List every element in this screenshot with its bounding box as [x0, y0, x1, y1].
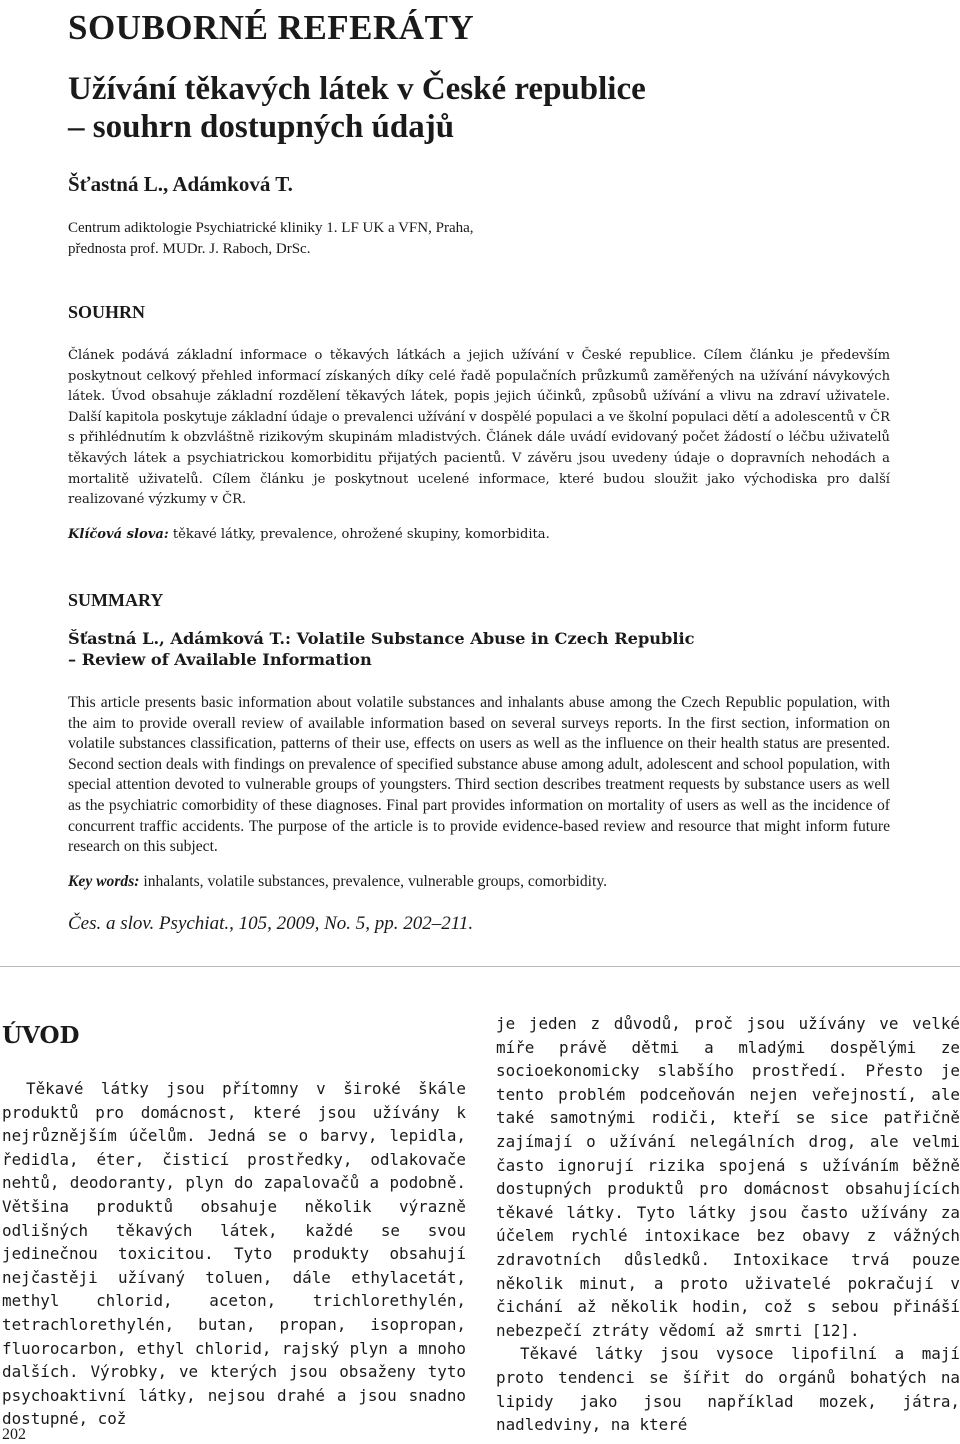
- body-paragraph: Těkavé látky jsou vysoce lipofilní a mají proto tendenci se šířit do orgánů bohatých na lipidy jako jsou například mozek, játra, nadledviny, na které: [496, 1344, 960, 1435]
- body-paragraph: je jeden z důvodů, proč jsou užívány ve velké míře právě dětmi a mladými dospělými ze socioekonomicky slabšího prostředí. Přesto je tento problém podceňován nejen veřejností, ale také samotnými rodiči, kteří se sice patřičně zajímají o užívání nelegálních drog, ale velmi často ignorují rizika spojená s užíváním běžně dostupných produktů pro domácnost obsahujících těkavé látky. Tyto látky jsou často užívány za účelem rychlé intoxikace bez obavy z vážných zdravotních důsledků. Intoxikace trvá pouze několik minut, a proto uživatelé pokračují v čichání až několik hodin, což s sebou přináší nebezpečí ztráty vědomí až smrti [12].: [496, 1014, 960, 1340]
- body-paragraph: Těkavé látky jsou přítomny v široké škále produktů pro domácnost, které jsou užívány k nejrůznějším účelům. Jedná se o barvy, lepidla, ředidla, éter, čisticí prostředky, odlakovače nehtů, deodoranty, plyn do zapalovačů a podobně. Většina produktů obsahuje několik výrazně odlišných těkavých látek, každé se svou jedinečnou toxicitou. Tyto produkty obsahují nejčastěji užívaný toluen, dále ethylacetát, methyl chlorid, aceton, trichlorethylén, tetrachlorethylén, butan, propan, isopropan, fluorocarbon, ethyl chlorid, rajský plyn a mnoho dalších. Výrobky, ve kterých jsou obsaženy tyto psychoaktivní látky, nejsou drahé a jsou snadno dostupné, což: [2, 1079, 466, 1429]
- summary-title-line-2: – Review of Available Information: [68, 650, 372, 669]
- summary-title-line-1: Šťastná L., Adámková T.: Volatile Substance Abuse in Czech Republic: [68, 629, 695, 648]
- souhrn-keywords: [68, 527, 890, 542]
- journal-citation: Čes. a slov. Psychiat., 105, 2009, No. 5, pp. 202–211.: [68, 913, 474, 934]
- souhrn-keywords-text: těkavé látky, prevalence, ohrožené skupiny, komorbidita.: [172, 527, 550, 542]
- souhrn-abstract: Článek podává základní informace o těkavých látkách a jejich užívání v České republice. Cílem článku je především poskytnout celkový přehled informací získaných díky celé řadě populačních průzkumů zaměřených na užívání návykových látek. Úvod obsahuje základní rozdělení těkavých látek, popis jejich účinků, způsobů užívání a vlivu na zdraví uživatele. Další kapitola poskytuje základní údaje o prevalenci užívání v dospělé populaci a ve školní populaci dětí a adolescentů v ČR s přihlédnutím k obzvláštně rizikovým skupinám mladistvých. Článek dále uvádí evidovaný počet žádostí o léčbu uživatelů těkavých látek a psychiatrickou komorbiditu přijatých pacientů. V závěru jsou uvedeny údaje o dopravních nehodách a mortalitě uživatelů. Cílem článku je poskytnout ucelené informace, které budou sloužit jako východiska pro další realizované výzkumy v ČR.: [68, 348, 890, 508]
- article-title-line-2: – souhrn dostupných údajů: [68, 109, 455, 145]
- page-number: 202: [2, 1426, 26, 1443]
- affiliation: [68, 218, 888, 260]
- summary-keywords: [68, 873, 890, 891]
- article-title: [68, 70, 928, 146]
- authors: Šťastná L., Adámková T.: [68, 172, 293, 196]
- body-column-left: [2, 1077, 466, 1431]
- summary-title: [68, 628, 695, 670]
- article-title-line-1: Užívání těkavých látek v České republice: [68, 71, 646, 107]
- summary-keywords-text: inhalants, volatile substances, prevalence, vulnerable groups, comorbidity.: [143, 873, 608, 890]
- souhrn-heading: SOUHRN: [68, 302, 146, 322]
- affiliation-line-1: Centrum adiktologie Psychiatrické kliniky 1. LF UK a VFN, Praha,: [68, 220, 474, 236]
- body-column-right: [496, 1012, 960, 1437]
- summary-abstract: This article presents basic information about volatile substances and inhalants abuse among the Czech Republic population, with the aim to provide overall review of available information based on several surveys reports. In the first section, information on volatile substances classification, patterns of their use, effects on users as well as the influence on their health status are presented. Second section deals with findings on prevalence of specified substance abuse among adult, adolescent and school population, with special attention devoted to vulnerable groups of youngsters. Third section describes treatment requests by substance users as well as the psychiatric comorbidity of these diagnoses. Final part provides information on mortality of users as well as the incidence of concurrent traffic accidents. The purpose of the article is to provide evidence-based review and resource that might inform future research on this subject.: [68, 694, 890, 856]
- section-heading: SOUBORNÉ REFERÁTY: [68, 8, 475, 47]
- summary-keywords-label: Key words:: [68, 873, 140, 890]
- affiliation-line-2: přednosta prof. MUDr. J. Raboch, DrSc.: [68, 241, 311, 257]
- souhrn-keywords-label: Klíčová slova:: [68, 527, 169, 542]
- section-divider: [0, 966, 960, 967]
- summary-heading: SUMMARY: [68, 590, 164, 610]
- uvod-heading: ÚVOD: [2, 1022, 80, 1049]
